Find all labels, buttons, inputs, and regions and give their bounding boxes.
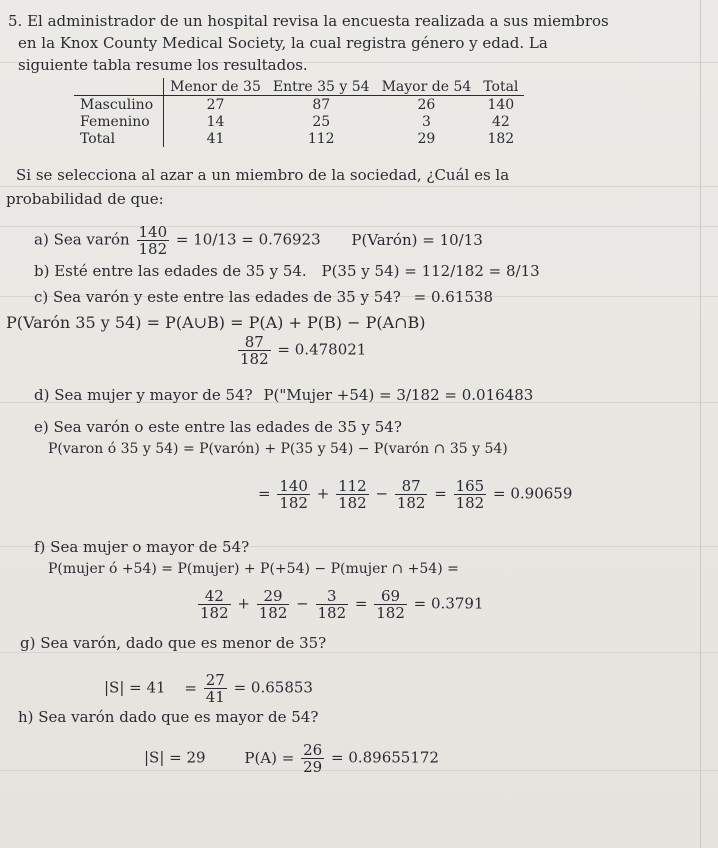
fraction	[316, 588, 349, 621]
item-h-result: = 0.89655172	[330, 748, 439, 767]
problem-line-2: en la Knox County Medical Society, la cual registra género y edad. La	[18, 34, 548, 52]
item-a-prob: P(Varón) = 10/13	[351, 230, 483, 249]
fraction	[238, 334, 271, 367]
item-a-text: a) Sea varón	[34, 230, 130, 249]
table-cell: 41	[206, 130, 225, 147]
denominator: 182	[317, 604, 347, 622]
item-e-result: = 0.90659	[493, 484, 573, 503]
numerator: 26	[303, 741, 323, 759]
header-cell: Menor de 35	[164, 78, 267, 96]
table-cell: 112	[307, 130, 335, 147]
fraction	[301, 742, 324, 775]
table-cell: 182	[487, 130, 515, 147]
item-d-formula: P("Mujer +54) = 3/182 = 0.016483	[263, 386, 534, 404]
item-e-text: e) Sea varón o este entre las edades de 35 y 54?	[34, 418, 402, 436]
item-c-formula: P(Varón 35 y 54) = P(A∪B) = P(A) + P(B) − P(A∩B)	[6, 313, 426, 332]
denominator: 29	[303, 758, 323, 776]
item-a-result: = 10/13 = 0.76923	[175, 230, 321, 249]
page-edge	[700, 0, 701, 848]
item-h-s: |S| = 29	[144, 748, 206, 767]
fraction	[204, 672, 227, 705]
item-g-text: g) Sea varón, dado que es menor de 35?	[20, 634, 327, 652]
numerator: 140	[279, 477, 308, 495]
table-cell: 25	[312, 113, 331, 130]
problem-line-1: 5. El administrador de un hospital revisa la encuesta realizada a sus miembros	[8, 12, 609, 30]
fraction	[198, 588, 231, 621]
fraction	[336, 478, 369, 511]
denominator: 182	[396, 494, 426, 512]
numerator: 42	[198, 588, 231, 605]
row-label: Femenino	[74, 113, 164, 130]
denominator: 182	[258, 604, 288, 622]
table-cell: 140	[487, 96, 515, 113]
row-label: Total	[74, 130, 164, 147]
item-f-formula: P(mujer ó +54) = P(mujer) + P(+54) − P(mujer ∩ +54) =	[48, 561, 459, 577]
item-c-result: = 0.61538	[413, 288, 494, 306]
fraction	[137, 224, 170, 257]
item-b-result: P(35 y 54) = 112/182 = 8/13	[321, 262, 540, 280]
denominator: 182	[279, 494, 308, 512]
item-c-text: c) Sea varón y este entre las edades de 35 y 54?	[34, 288, 401, 306]
numerator: 3	[316, 588, 349, 605]
item-h-pa: P(A) =	[244, 748, 295, 767]
fraction	[395, 478, 428, 511]
fraction	[374, 588, 407, 621]
item-f-calc: $\frac{42}{182}$ + $\frac{29}{182}$ − $\frac{3}{182}$ = $\frac{69}{182}$ = 0.3791	[200, 587, 484, 622]
denominator: 41	[205, 688, 225, 706]
table-cell: 26	[417, 96, 436, 113]
ruled-line	[0, 652, 718, 653]
table-row	[74, 113, 524, 130]
item-c-decimal: = 0.478021	[277, 340, 367, 359]
header-cell: Mayor de 54	[376, 78, 478, 96]
fraction	[277, 478, 310, 511]
table-header-row	[74, 78, 524, 96]
item-a	[34, 224, 483, 257]
header-cell	[74, 78, 164, 96]
numerator: 69	[374, 588, 407, 605]
table-cell: 3	[421, 113, 431, 130]
item-f-result: = 0.3791	[413, 594, 484, 613]
item-e-formula: P(varon ó 35 y 54) = P(varón) + P(35 y 54) − P(varón ∩ 35 y 54)	[48, 441, 508, 457]
item-h-calc	[144, 742, 439, 775]
intro-line-2: probabilidad de que:	[6, 190, 164, 208]
denominator: 182	[376, 604, 405, 622]
table-cell: 29	[417, 130, 436, 147]
numerator: 165	[455, 477, 485, 495]
numerator: 87	[395, 478, 428, 495]
item-f-text: f) Sea mujer o mayor de 54?	[34, 538, 250, 556]
item-b-text: b) Esté entre las edades de 35 y 54.	[34, 262, 307, 280]
item-b	[34, 262, 540, 280]
denominator: 182	[138, 240, 168, 258]
numerator: 87	[238, 334, 271, 351]
numerator: 27	[205, 671, 225, 689]
numerator: 140	[138, 223, 168, 241]
item-c	[34, 288, 493, 306]
numerator: 112	[338, 477, 367, 495]
ruled-line	[0, 186, 718, 187]
intro-line-1: Si se selecciona al azar a un miembro de la sociedad, ¿Cuál es la	[16, 166, 510, 184]
item-e-calc: = $\frac{140}{182}$ + $\frac{112}{182}$ − $\frac{87}{182}$ = $\frac{165}{182}$ = 0.90659	[258, 477, 573, 512]
row-label: Masculino	[74, 96, 164, 114]
denominator: 182	[338, 494, 367, 512]
item-g-calc: |S| = 41 = $\frac{27}{41}$ = 0.65853	[104, 671, 313, 706]
denominator: 182	[200, 604, 229, 622]
results-table	[74, 78, 524, 147]
item-g-result: = 0.65853	[233, 678, 313, 697]
table-row	[74, 130, 524, 147]
header-cell: Total	[477, 78, 524, 96]
item-c-calc	[236, 334, 366, 367]
item-d	[34, 386, 533, 404]
header-cell: Entre 35 y 54	[267, 78, 376, 96]
numerator: 29	[257, 588, 290, 605]
table-cell: 14	[206, 113, 225, 130]
fraction	[454, 478, 487, 511]
table-row	[74, 96, 524, 114]
fraction	[257, 588, 290, 621]
table-cell: 87	[312, 96, 331, 113]
item-h-text: h) Sea varón dado que es mayor de 54?	[18, 708, 319, 726]
item-d-text: d) Sea mujer y mayor de 54?	[34, 386, 253, 404]
problem-line-3: siguiente tabla resume los resultados.	[18, 56, 308, 74]
denominator: 182	[455, 494, 485, 512]
denominator: 182	[240, 350, 269, 368]
table-cell: 27	[206, 96, 225, 113]
item-g-s: |S| = 41	[104, 678, 166, 697]
table-cell: 42	[491, 113, 510, 130]
